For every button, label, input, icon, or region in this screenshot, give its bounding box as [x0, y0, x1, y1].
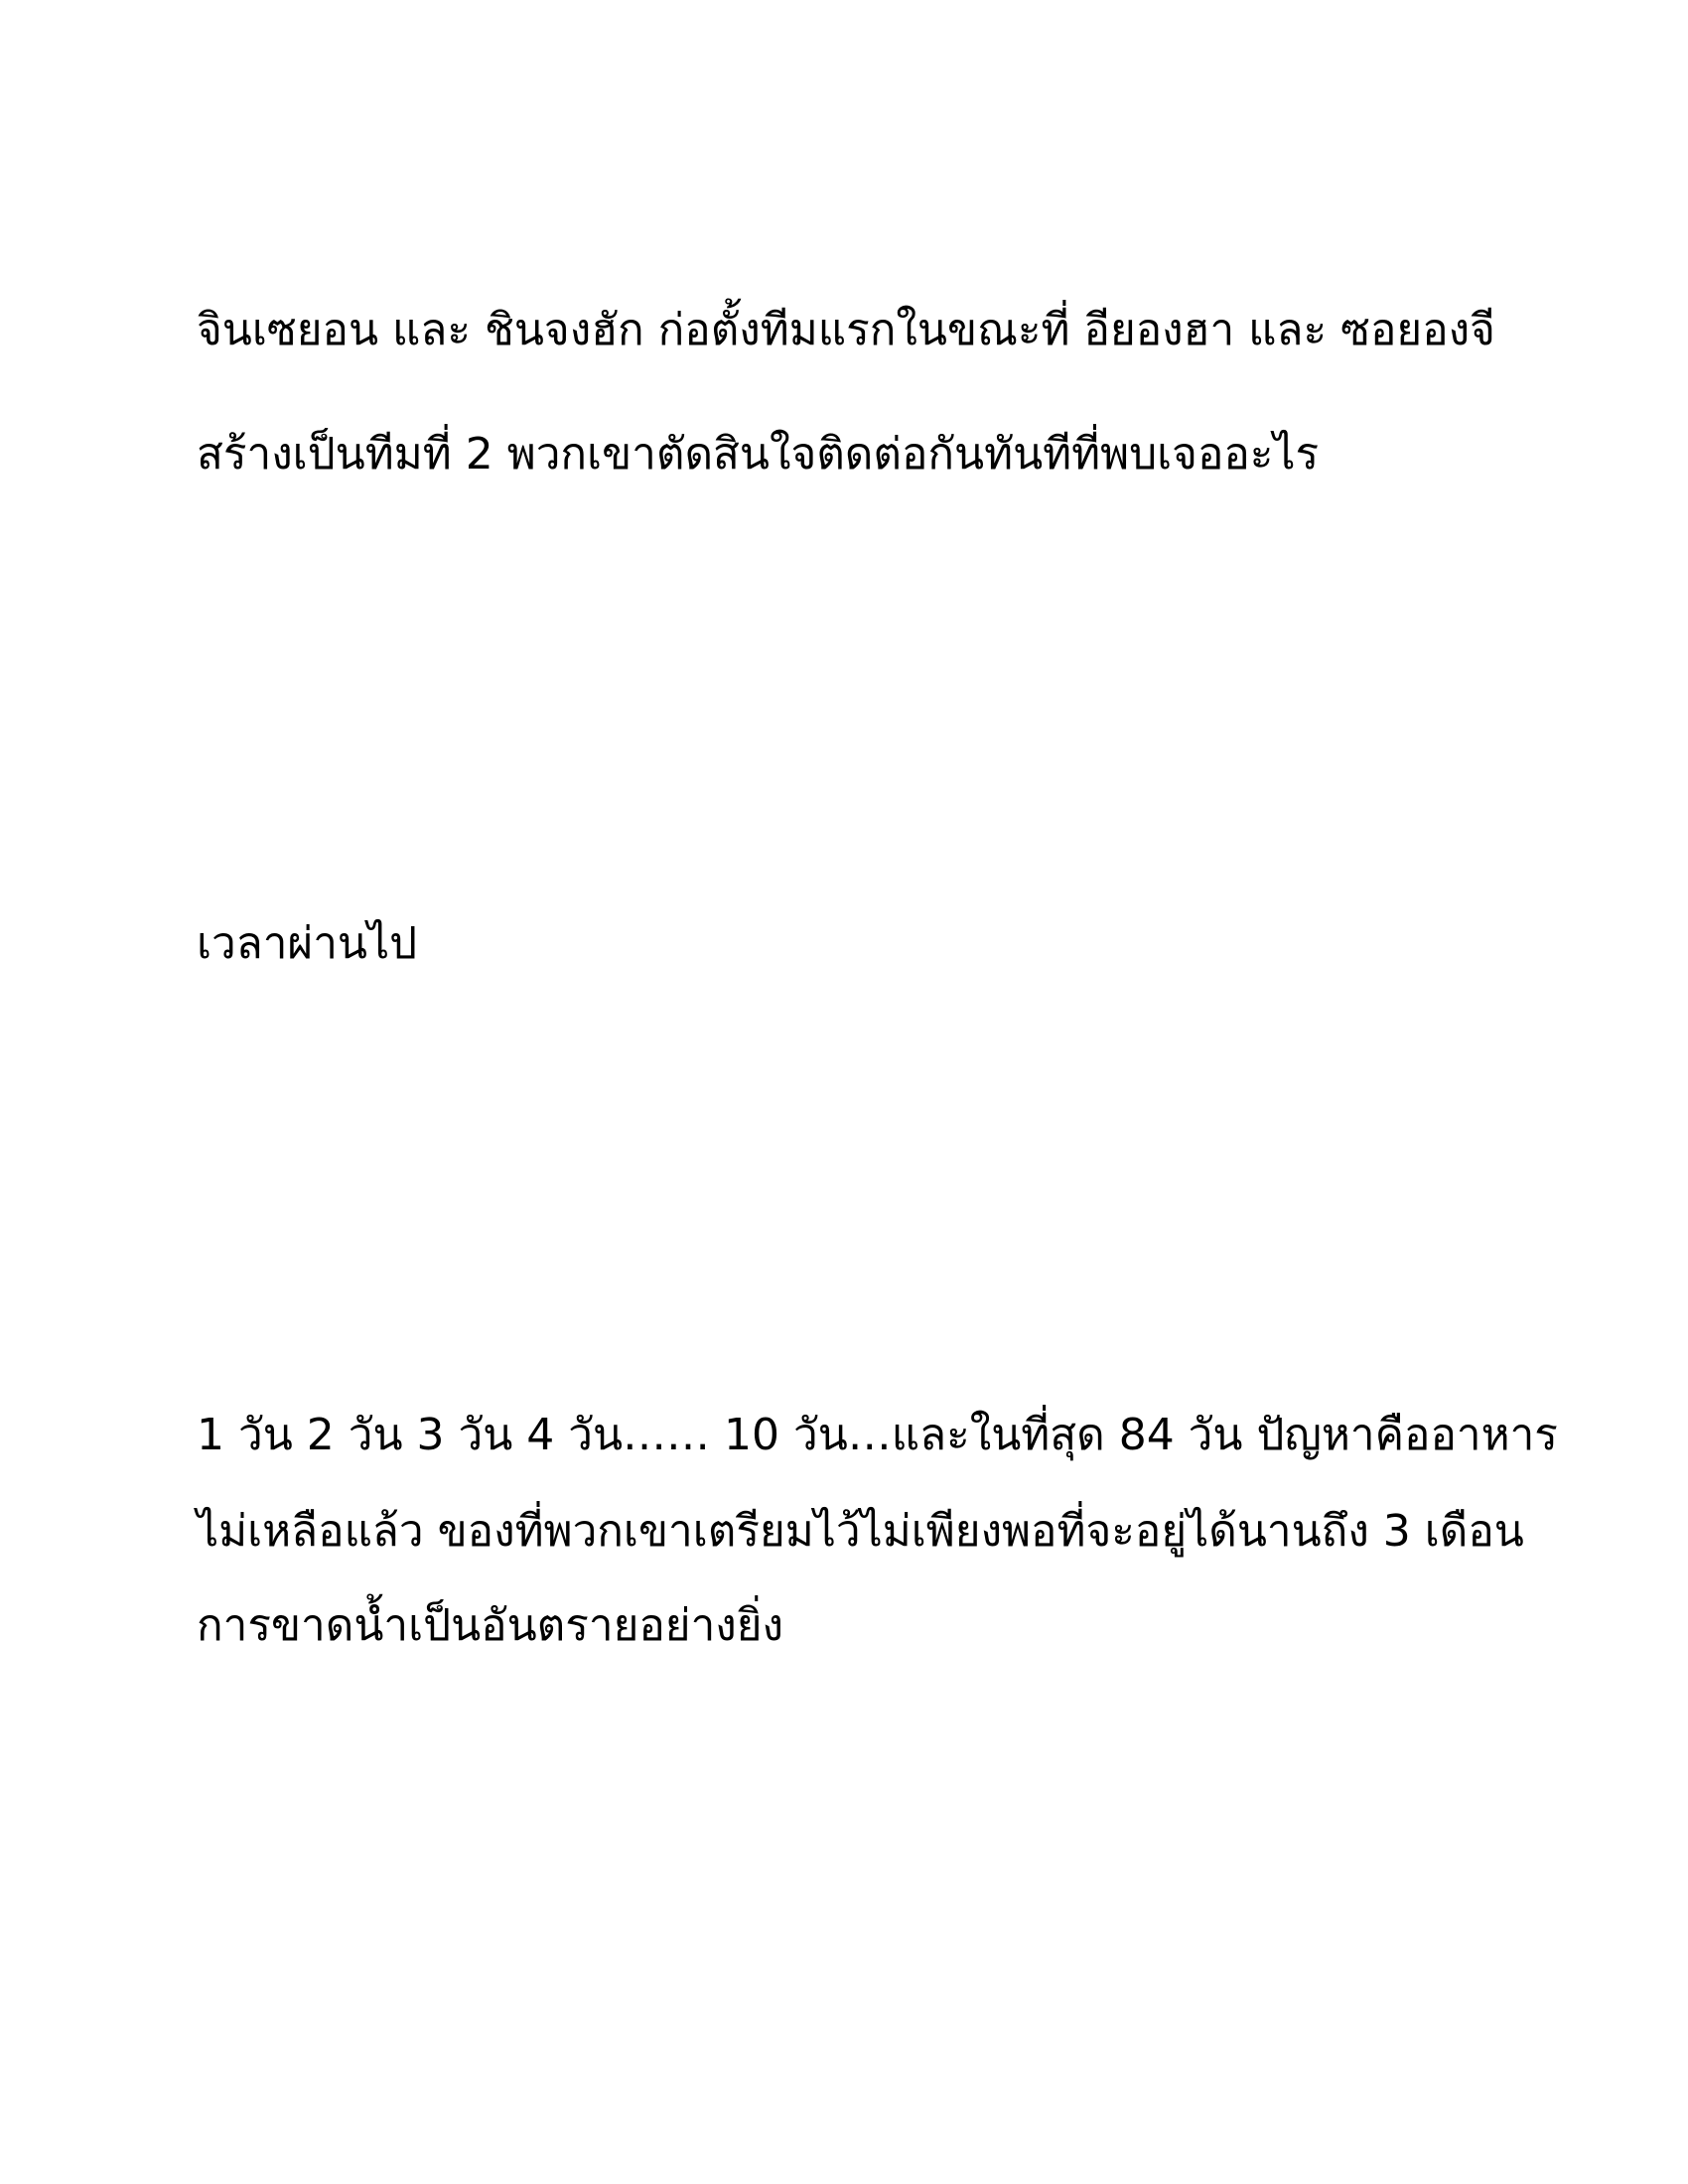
paragraph-3-line-2: ไม่เหลือแล้ว ของที่พวกเขาเตรียมไว้ไม่เพียงพอที่จะอยู่ได้นานถึง 3 เดือน	[197, 1506, 1524, 1557]
paragraph-1-line-2: สร้างเป็นทีมที่ 2 พวกเขาตัดสินใจติดต่อกันทันทีที่พบเจออะไร	[197, 429, 1320, 479]
paragraph-2-line-1: เวลาผ่านไป	[197, 918, 418, 969]
paragraph-3-line-3: การขาดน้ำเป็นอันตรายอย่างยิ่ง	[197, 1600, 784, 1651]
paragraph-1-line-1: จินเซยอน และ ชินจงฮัก ก่อตั้งทีมแรกในขณะที่ อียองฮา และ ซอยองจี	[197, 305, 1495, 355]
paragraph-3-line-1: 1 วัน 2 วัน 3 วัน 4 วัน…… 10 วัน…และในที่สุด 84 วัน ปัญหาคืออาหาร	[197, 1410, 1558, 1460]
